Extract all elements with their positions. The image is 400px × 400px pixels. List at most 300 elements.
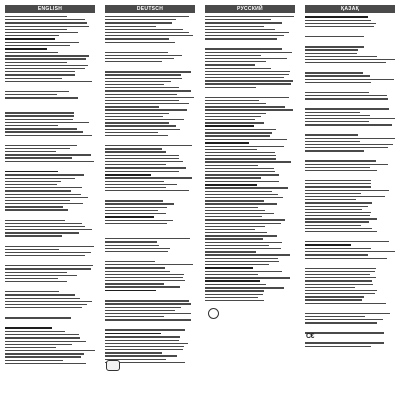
text-line bbox=[105, 184, 177, 185]
text-line bbox=[205, 61, 266, 62]
text-line bbox=[305, 134, 358, 135]
text-line bbox=[5, 157, 72, 158]
text-line bbox=[205, 297, 258, 298]
text-line bbox=[205, 16, 294, 17]
text-line bbox=[5, 184, 57, 185]
text-line bbox=[305, 196, 385, 197]
text-line bbox=[5, 200, 70, 201]
text-line bbox=[205, 77, 284, 78]
text-line bbox=[105, 161, 183, 162]
text-line bbox=[105, 151, 166, 152]
text-line bbox=[105, 203, 174, 204]
text-line bbox=[205, 194, 278, 195]
text-line bbox=[5, 45, 70, 46]
text-line bbox=[305, 296, 364, 297]
paragraph-gap bbox=[305, 85, 395, 90]
text-line bbox=[105, 207, 167, 208]
text-line bbox=[5, 203, 83, 204]
text-line bbox=[305, 303, 386, 304]
text-line bbox=[105, 167, 186, 168]
text-line bbox=[205, 258, 278, 259]
text-line bbox=[105, 16, 189, 17]
text-line bbox=[105, 113, 169, 114]
text-line bbox=[5, 74, 75, 75]
paragraph-gap bbox=[205, 303, 295, 308]
text-line bbox=[5, 94, 57, 95]
text-line bbox=[205, 122, 264, 123]
text-line bbox=[5, 151, 56, 152]
text-line bbox=[305, 313, 390, 314]
text-line bbox=[305, 299, 362, 300]
text-line bbox=[205, 103, 266, 104]
text-line bbox=[105, 355, 177, 356]
text-line bbox=[105, 264, 193, 265]
text-line bbox=[305, 82, 371, 83]
text-line bbox=[305, 277, 376, 278]
text-line bbox=[105, 87, 179, 88]
text-line bbox=[305, 290, 377, 291]
text-line bbox=[205, 171, 275, 172]
text-line bbox=[105, 97, 194, 98]
heading-line bbox=[5, 38, 55, 40]
text-line bbox=[105, 271, 170, 272]
text-line bbox=[5, 16, 67, 17]
text-line bbox=[305, 193, 361, 194]
text-line bbox=[205, 80, 293, 81]
heading-line bbox=[5, 327, 52, 329]
text-line bbox=[105, 238, 190, 239]
text-line bbox=[305, 150, 364, 151]
text-line bbox=[205, 287, 284, 288]
text-line bbox=[105, 241, 157, 242]
text-line bbox=[105, 267, 165, 268]
text-line bbox=[105, 155, 179, 156]
text-line bbox=[305, 186, 371, 187]
text-line bbox=[305, 274, 370, 275]
text-line bbox=[5, 174, 84, 175]
text-line bbox=[305, 141, 360, 142]
heading-line bbox=[105, 333, 161, 335]
text-line bbox=[105, 277, 183, 278]
text-line bbox=[305, 115, 370, 116]
text-line bbox=[205, 113, 266, 114]
heading-line bbox=[205, 280, 260, 282]
text-line bbox=[205, 210, 265, 211]
text-line bbox=[205, 35, 284, 36]
text-line bbox=[5, 356, 81, 357]
text-line bbox=[105, 187, 166, 188]
text-line bbox=[105, 52, 168, 53]
text-line bbox=[305, 75, 370, 76]
text-line bbox=[105, 145, 192, 146]
text-line bbox=[205, 274, 258, 275]
text-line bbox=[105, 119, 184, 120]
text-line bbox=[105, 125, 176, 126]
paragraph-gap bbox=[305, 261, 395, 266]
text-line bbox=[105, 26, 156, 27]
text-line bbox=[205, 290, 264, 291]
text-line bbox=[305, 95, 387, 96]
paragraph-gap bbox=[105, 64, 195, 69]
text-line bbox=[5, 337, 80, 338]
text-line bbox=[105, 283, 164, 284]
text-line bbox=[105, 274, 184, 275]
text-line bbox=[205, 229, 255, 230]
text-line bbox=[205, 139, 287, 140]
text-line bbox=[105, 148, 162, 149]
text-line bbox=[305, 319, 383, 320]
text-line bbox=[305, 147, 388, 148]
text-line bbox=[205, 213, 274, 214]
text-line bbox=[305, 79, 394, 80]
text-line bbox=[5, 194, 81, 195]
text-line bbox=[305, 49, 358, 50]
text-line bbox=[205, 109, 293, 110]
text-line bbox=[5, 334, 79, 335]
text-line bbox=[105, 313, 191, 314]
text-line bbox=[105, 132, 158, 133]
text-line bbox=[105, 303, 191, 304]
text-line bbox=[5, 131, 83, 132]
text-line bbox=[5, 363, 86, 364]
text-line bbox=[205, 200, 264, 201]
text-line bbox=[205, 242, 282, 243]
text-line bbox=[305, 170, 377, 171]
paragraph-gap bbox=[305, 306, 395, 311]
text-line bbox=[305, 180, 371, 181]
text-line bbox=[5, 255, 85, 256]
text-line bbox=[105, 200, 163, 201]
text-line bbox=[105, 81, 171, 82]
column-header-kazakh: ҚАЗАҚ bbox=[305, 5, 395, 13]
text-line bbox=[205, 83, 291, 84]
text-line bbox=[105, 135, 168, 136]
text-line bbox=[105, 248, 170, 249]
text-line bbox=[305, 72, 363, 73]
heading-line bbox=[205, 267, 253, 269]
text-line bbox=[5, 291, 59, 292]
text-line bbox=[205, 216, 262, 217]
text-line bbox=[205, 106, 285, 107]
text-line bbox=[205, 52, 292, 53]
text-line bbox=[305, 112, 360, 113]
text-line bbox=[5, 298, 80, 299]
text-line bbox=[5, 275, 77, 276]
text-line bbox=[305, 206, 368, 207]
paragraph-gap bbox=[305, 234, 395, 239]
text-line bbox=[205, 38, 277, 39]
paragraph-gap bbox=[5, 310, 95, 315]
text-line bbox=[205, 181, 279, 182]
paragraph-gap bbox=[105, 138, 195, 143]
text-line bbox=[205, 203, 277, 204]
text-line bbox=[205, 226, 265, 227]
text-line bbox=[305, 231, 377, 232]
text-line bbox=[5, 55, 89, 56]
text-line bbox=[205, 64, 255, 65]
text-line bbox=[105, 35, 193, 36]
text-line bbox=[305, 164, 388, 165]
paragraph-gap bbox=[5, 258, 95, 263]
paragraph-gap bbox=[105, 193, 195, 198]
text-line bbox=[205, 232, 267, 233]
paragraph-gap bbox=[305, 29, 395, 34]
text-line bbox=[5, 226, 85, 227]
text-line bbox=[305, 316, 365, 317]
text-line bbox=[305, 254, 368, 255]
paragraph-gap bbox=[5, 239, 95, 244]
text-line bbox=[5, 35, 59, 36]
text-line bbox=[205, 191, 272, 192]
text-line bbox=[105, 55, 182, 56]
paragraph-gap bbox=[305, 325, 395, 330]
column-header-deutsch: DEUTSCH bbox=[105, 5, 195, 13]
text-line bbox=[205, 294, 263, 295]
text-line bbox=[205, 155, 276, 156]
text-line bbox=[5, 249, 59, 250]
text-line bbox=[105, 78, 182, 79]
text-line bbox=[5, 220, 65, 221]
text-line bbox=[105, 190, 189, 191]
text-line bbox=[305, 215, 370, 216]
text-line bbox=[205, 238, 263, 239]
text-line bbox=[105, 109, 187, 110]
text-line bbox=[105, 261, 155, 262]
text-line bbox=[305, 46, 364, 47]
text-line bbox=[5, 58, 86, 59]
text-line bbox=[205, 219, 285, 220]
text-line bbox=[205, 152, 275, 153]
column-english bbox=[0, 5, 100, 397]
paragraph-gap bbox=[205, 90, 295, 95]
text-line bbox=[205, 29, 275, 30]
text-line bbox=[205, 251, 256, 252]
text-line bbox=[205, 235, 277, 236]
paragraph-gap bbox=[305, 336, 395, 341]
text-line bbox=[105, 122, 169, 123]
text-line bbox=[305, 212, 371, 213]
text-line bbox=[205, 174, 279, 175]
text-line bbox=[105, 329, 185, 330]
text-line bbox=[105, 90, 191, 91]
text-line bbox=[5, 304, 87, 305]
paragraph-gap bbox=[5, 320, 95, 325]
text-line bbox=[5, 278, 58, 279]
paragraph-gap bbox=[5, 105, 95, 110]
text-line bbox=[205, 71, 290, 72]
text-line bbox=[305, 199, 356, 200]
text-line bbox=[5, 206, 63, 207]
text-line bbox=[205, 187, 288, 188]
text-line bbox=[105, 280, 185, 281]
text-line bbox=[5, 42, 79, 43]
paragraph-gap bbox=[105, 323, 195, 328]
text-line bbox=[205, 97, 289, 98]
text-line bbox=[105, 251, 168, 252]
text-line bbox=[305, 138, 395, 139]
text-line bbox=[205, 165, 258, 166]
text-line bbox=[5, 78, 62, 79]
text-line bbox=[305, 108, 389, 109]
text-line bbox=[105, 158, 179, 159]
column-header-russian: РУССКИЙ bbox=[205, 5, 295, 13]
text-line bbox=[105, 336, 180, 337]
text-line bbox=[205, 87, 256, 88]
text-line bbox=[205, 58, 287, 59]
text-line bbox=[105, 245, 159, 246]
text-line bbox=[5, 331, 65, 332]
heading-line bbox=[205, 184, 257, 186]
text-line bbox=[205, 158, 276, 159]
text-line bbox=[5, 178, 75, 179]
text-line bbox=[5, 181, 61, 182]
english-text-block bbox=[5, 16, 95, 376]
text-line bbox=[305, 20, 371, 21]
text-line bbox=[305, 36, 364, 37]
text-line bbox=[5, 209, 68, 210]
text-line bbox=[305, 53, 357, 54]
text-line bbox=[5, 190, 71, 191]
text-line bbox=[5, 341, 86, 342]
russian-text-block bbox=[205, 16, 295, 308]
text-line bbox=[5, 344, 72, 345]
text-line bbox=[105, 84, 164, 85]
text-line bbox=[305, 248, 371, 249]
text-line bbox=[5, 62, 67, 63]
text-line bbox=[105, 19, 176, 20]
text-line bbox=[305, 228, 372, 229]
paragraph-gap bbox=[105, 254, 195, 259]
text-line bbox=[305, 62, 386, 63]
text-line bbox=[105, 286, 180, 287]
text-line bbox=[305, 209, 362, 210]
text-line bbox=[305, 280, 372, 281]
text-line bbox=[5, 197, 88, 198]
text-line bbox=[205, 161, 291, 162]
text-line bbox=[205, 261, 279, 262]
text-line bbox=[205, 168, 274, 169]
text-line bbox=[5, 119, 73, 120]
text-line bbox=[5, 252, 91, 253]
text-line bbox=[105, 42, 175, 43]
text-line bbox=[205, 223, 281, 224]
text-line bbox=[305, 202, 372, 203]
text-line bbox=[205, 26, 264, 27]
paragraph-gap bbox=[5, 371, 95, 376]
text-line bbox=[305, 332, 384, 333]
heading-line bbox=[305, 244, 351, 246]
text-line bbox=[5, 272, 67, 273]
recycling-logo-icon bbox=[106, 360, 120, 371]
text-line bbox=[5, 307, 82, 308]
text-line bbox=[205, 32, 289, 33]
text-line bbox=[305, 251, 395, 252]
text-line bbox=[205, 119, 255, 120]
text-line bbox=[5, 128, 77, 129]
paragraph-gap bbox=[5, 284, 95, 289]
text-line bbox=[305, 271, 375, 272]
text-line bbox=[305, 241, 389, 242]
text-line bbox=[105, 346, 184, 347]
text-line bbox=[305, 322, 377, 323]
text-line bbox=[5, 148, 70, 149]
text-line bbox=[5, 268, 91, 269]
text-line bbox=[5, 154, 91, 155]
text-line bbox=[205, 129, 276, 130]
text-line bbox=[5, 81, 92, 82]
text-line bbox=[5, 265, 93, 266]
certification-mark-icon bbox=[208, 308, 219, 319]
text-line bbox=[305, 121, 369, 122]
text-line bbox=[305, 268, 376, 269]
text-line bbox=[105, 220, 173, 221]
paragraph-gap bbox=[105, 231, 195, 236]
text-line bbox=[5, 360, 63, 361]
text-line bbox=[305, 287, 355, 288]
text-line bbox=[305, 160, 376, 161]
text-line bbox=[205, 177, 261, 178]
text-line bbox=[5, 26, 89, 27]
paragraph-gap bbox=[105, 45, 195, 50]
paragraph-gap bbox=[5, 164, 95, 169]
column-russian bbox=[200, 5, 300, 397]
text-line bbox=[205, 55, 261, 56]
text-line bbox=[5, 65, 88, 66]
text-line bbox=[305, 167, 370, 168]
text-line bbox=[5, 112, 74, 113]
text-line bbox=[305, 293, 375, 294]
text-line bbox=[305, 56, 377, 57]
text-line bbox=[205, 149, 257, 150]
paragraph-gap bbox=[5, 84, 95, 89]
text-line bbox=[5, 223, 82, 224]
paragraph-gap bbox=[305, 173, 395, 178]
text-line bbox=[205, 19, 271, 20]
text-line bbox=[105, 171, 179, 172]
text-line bbox=[305, 59, 395, 60]
text-line bbox=[105, 307, 181, 308]
text-line bbox=[5, 294, 75, 295]
text-line bbox=[5, 317, 71, 318]
heading-line bbox=[5, 48, 47, 50]
text-line bbox=[105, 116, 163, 117]
text-line bbox=[105, 310, 175, 311]
text-line bbox=[205, 264, 269, 265]
text-line bbox=[5, 350, 95, 351]
text-line bbox=[205, 100, 259, 101]
text-line bbox=[205, 135, 270, 136]
text-line bbox=[205, 254, 290, 255]
deutsch-text-block bbox=[105, 16, 195, 363]
paragraph-gap bbox=[305, 153, 395, 158]
text-line bbox=[105, 32, 189, 33]
text-line bbox=[5, 52, 58, 53]
paragraph-gap bbox=[305, 39, 395, 44]
text-line bbox=[105, 352, 162, 353]
text-line bbox=[205, 197, 283, 198]
text-line bbox=[5, 68, 85, 69]
text-line bbox=[205, 48, 282, 49]
text-line bbox=[5, 187, 82, 188]
heading-line bbox=[205, 142, 249, 144]
text-line bbox=[205, 207, 258, 208]
text-line bbox=[305, 218, 377, 219]
paragraph-gap bbox=[305, 127, 395, 132]
text-line bbox=[305, 284, 373, 285]
text-line bbox=[305, 346, 371, 347]
text-line bbox=[205, 284, 266, 285]
text-line bbox=[205, 68, 271, 69]
